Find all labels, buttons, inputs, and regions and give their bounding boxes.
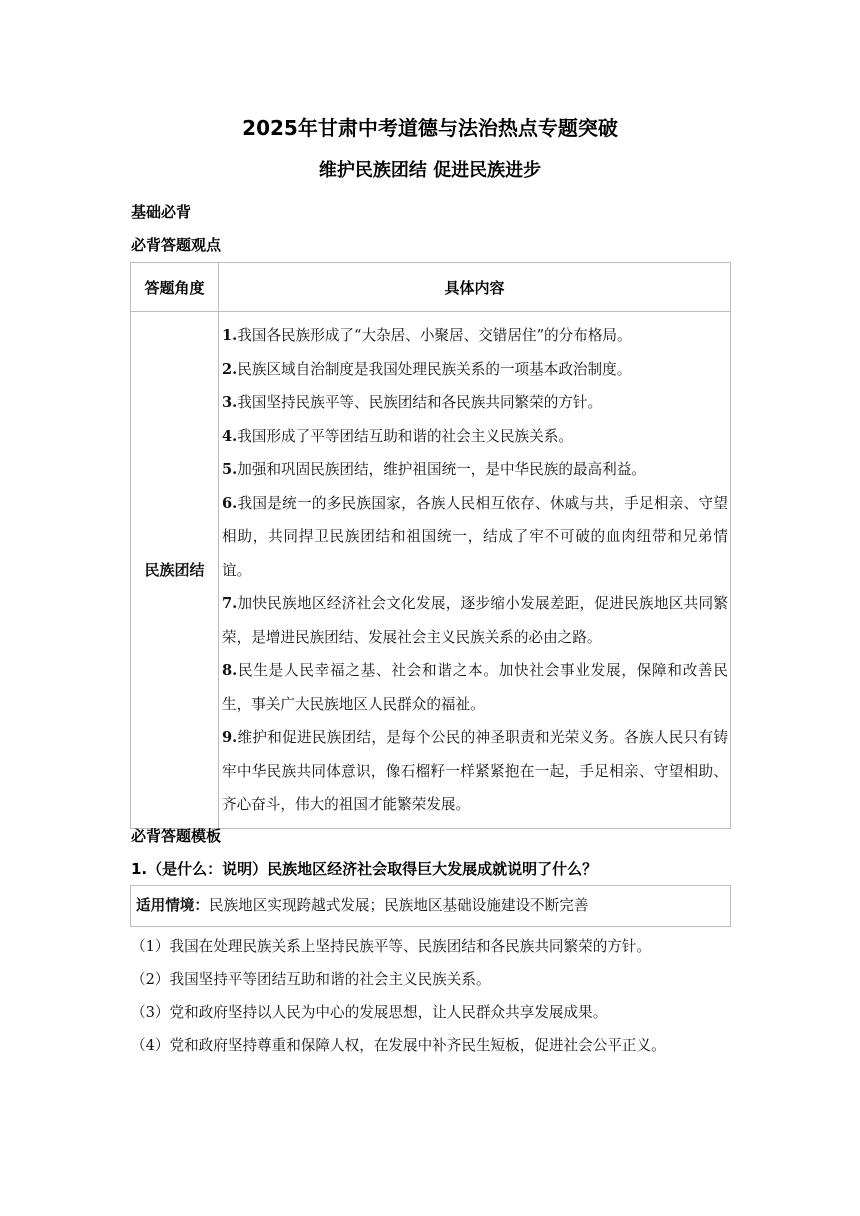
point-text: 加快民族地区经济社会文化发展，逐步缩小发展差距，促进民族地区共同繁荣，是增进民族团结、发展社会主义民族关系的必由之路。 xyxy=(222,595,728,646)
angle-cell: 民族团结 xyxy=(131,312,219,829)
point-text: 加强和巩固民族团结，维护祖国统一，是中华民族的最高利益。 xyxy=(237,461,646,478)
point-number: 6. xyxy=(222,494,238,512)
answer-item: （4）党和政府坚持尊重和保障人权，在发展中补齐民生短板，促进社会公平正义。 xyxy=(131,1037,666,1054)
point-text: 我国各民族形成了“大杂居、小聚居、交错居住”的分布格局。 xyxy=(237,327,632,344)
section-heading-basic: 基础必背 xyxy=(131,203,192,221)
point-number: 8. xyxy=(222,662,238,679)
table-header-row xyxy=(131,263,731,312)
point-number: 9. xyxy=(222,729,238,746)
section-heading-templates: 必背答题模板 xyxy=(131,827,222,845)
point-item xyxy=(222,654,728,721)
point-number: 2. xyxy=(222,360,238,378)
point-text: 我国形成了平等团结互助和谐的社会主义民族关系。 xyxy=(237,427,573,445)
point-item xyxy=(222,587,728,654)
point-item xyxy=(222,319,728,353)
document-subtitle: 维护民族团结 促进民族进步 xyxy=(318,160,542,181)
point-text: 维护和促进民族团结，是每个公民的神圣职责和光荣义务。各族人民只有铸牢中华民族共同体意识，像石榴籽一样紧紧抱在一起，手足相亲、守望相助、齐心奋斗，伟大的祖国才能繁荣发展。 xyxy=(222,729,728,813)
question-heading: 1.（是什么：说明）民族地区经济社会取得巨大发展成就说明了什么？ xyxy=(131,860,598,878)
point-item xyxy=(222,386,728,420)
document-title: 2025年甘肃中考道德与法治热点专题突破 xyxy=(242,116,618,140)
header-angle: 答题角度 xyxy=(131,263,219,312)
answer-item: （3）党和政府坚持以人民为中心的发展思想，让人民群众共享发展成果。 xyxy=(131,1004,608,1021)
header-content: 具体内容 xyxy=(219,263,731,312)
situation-text: 民族地区实现跨越式发展；民族地区基础设施建设不断完善 xyxy=(208,897,589,914)
section-heading-views: 必背答题观点 xyxy=(131,236,222,254)
point-text: 民族区域自治制度是我国处理民族关系的一项基本政治制度。 xyxy=(237,360,632,378)
situation-box xyxy=(130,885,731,927)
situation-label: 适用情境： xyxy=(136,897,209,914)
answer-points-table xyxy=(130,262,731,829)
point-number: 7. xyxy=(222,595,238,612)
point-number: 3. xyxy=(222,394,238,411)
point-item xyxy=(222,487,728,588)
answer-item: （1）我国在处理民族关系上坚持民族平等、民族团结和各民族共同繁荣的方针。 xyxy=(131,938,652,955)
point-text: 我国坚持民族平等、民族团结和各民族共同繁荣的方针。 xyxy=(237,394,603,411)
point-text: 我国是统一的多民族国家，各族人民相互依存、休戚与共，手足相亲、守望相助，共同捍卫民族团结和祖国统一，结成了牢不可破的血肉纽带和兄弟情谊。 xyxy=(222,494,728,579)
answer-item: （2）我国坚持平等团结互助和谐的社会主义民族关系。 xyxy=(131,971,491,988)
table-row xyxy=(131,312,731,829)
point-item xyxy=(222,420,728,454)
answer-list xyxy=(131,930,731,1062)
point-text: 民生是人民幸福之基、社会和谐之本。加快社会事业发展，保障和改善民生，事关广大民族地区人民群众的福祉。 xyxy=(222,662,728,713)
content-cell xyxy=(219,312,731,829)
point-number: 1. xyxy=(222,327,238,344)
point-number: 5. xyxy=(222,461,238,478)
point-item xyxy=(222,721,728,822)
point-item xyxy=(222,353,728,387)
point-item xyxy=(222,453,728,487)
point-number: 4. xyxy=(222,427,238,445)
